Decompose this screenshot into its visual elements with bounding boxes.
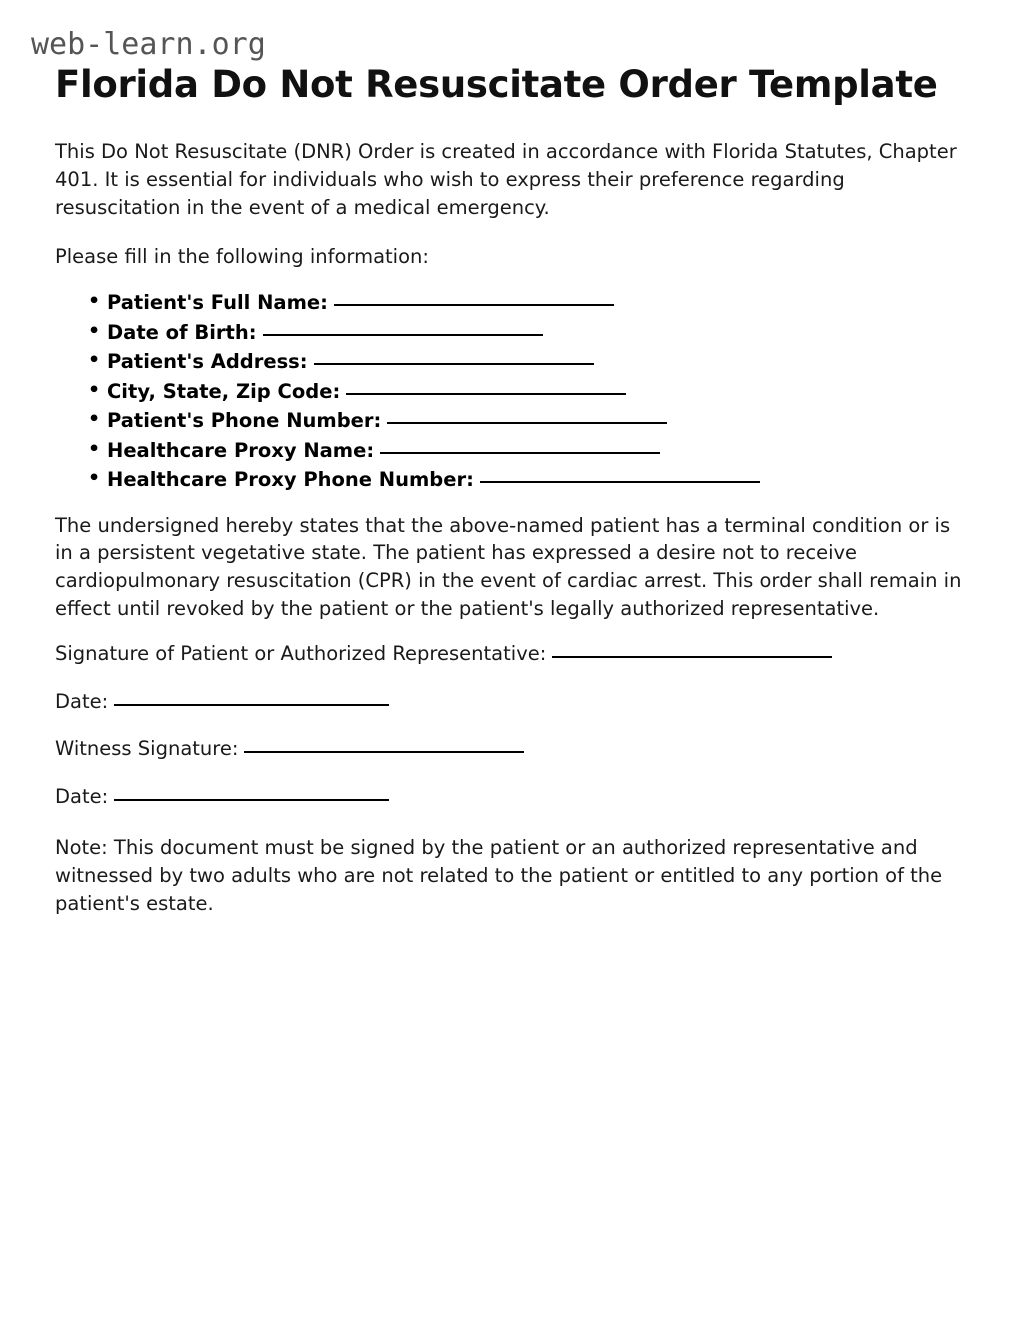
signature-row-patient: [55, 644, 970, 664]
patient-fields-list: [55, 293, 970, 490]
list-item: [88, 470, 970, 490]
field-input-proxy-phone[interactable]: [480, 481, 760, 483]
signature-row-patient-date: [55, 689, 970, 713]
field-label-patient-full-name: Patient's Full Name:: [107, 291, 328, 314]
field-label-proxy-name: Healthcare Proxy Name:: [107, 438, 375, 462]
signature-input-witness[interactable]: [244, 751, 524, 753]
footer-note: Note: This document must be signed by the patient or an authorized representative and witnessed by two adults who are not related to the patient or entitled to any portion of the patient's estate.: [55, 836, 943, 915]
field-input-patient-full-name[interactable]: [334, 304, 614, 306]
signature-input-patient[interactable]: [552, 656, 832, 658]
site-brand-watermark: web-learn.org: [31, 27, 266, 62]
list-item: [88, 320, 970, 344]
list-item: [88, 379, 970, 403]
declaration-paragraph: The undersigned hereby states that the above-named patient has a terminal condition or is in a persistent vegetative state. The patient has expressed a desire not to receive cardiopulmonary resuscitation (CPR) in the event of cardiac arrest. This order shall remain in effect until revoked by the patient or the patient's legally authorized representative.: [55, 513, 962, 620]
signature-label-witness-date: Date:: [55, 784, 109, 808]
document-content: [31, 27, 970, 917]
field-input-city-state-zip[interactable]: [346, 393, 626, 395]
field-input-date-of-birth[interactable]: [263, 334, 543, 336]
field-input-patient-phone[interactable]: [387, 422, 667, 424]
field-label-patient-phone: Patient's Phone Number:: [107, 409, 382, 432]
field-label-city-state-zip: City, State, Zip Code:: [107, 379, 341, 403]
signature-label-patient: Signature of Patient or Authorized Representative:: [55, 642, 547, 666]
signature-label-patient-date: Date:: [55, 689, 109, 713]
list-item: [88, 352, 970, 372]
intro-paragraph: This Do Not Resuscitate (DNR) Order is created in accordance with Florida Statutes, Chapter 401. It is essential for individuals who wish to express their preference regarding resuscitation in the event of a medical emergency.: [55, 140, 957, 219]
signature-row-witness-date: [55, 784, 970, 808]
signature-input-witness-date[interactable]: [114, 799, 389, 801]
list-item: [88, 438, 970, 462]
instruction-text: Please fill in the following information:: [55, 245, 429, 269]
page-title: Florida Do Not Resuscitate Order Template: [55, 63, 938, 106]
list-item: [88, 293, 970, 313]
field-input-proxy-name[interactable]: [380, 452, 660, 454]
list-item: [88, 411, 970, 431]
field-label-patient-address: Patient's Address:: [107, 350, 308, 373]
signature-input-patient-date[interactable]: [114, 704, 389, 706]
field-label-date-of-birth: Date of Birth:: [107, 320, 257, 344]
field-label-proxy-phone: Healthcare Proxy Phone Number:: [107, 468, 474, 491]
field-input-patient-address[interactable]: [314, 363, 594, 365]
signature-row-witness: [55, 739, 970, 759]
signature-label-witness: Witness Signature:: [55, 737, 239, 761]
